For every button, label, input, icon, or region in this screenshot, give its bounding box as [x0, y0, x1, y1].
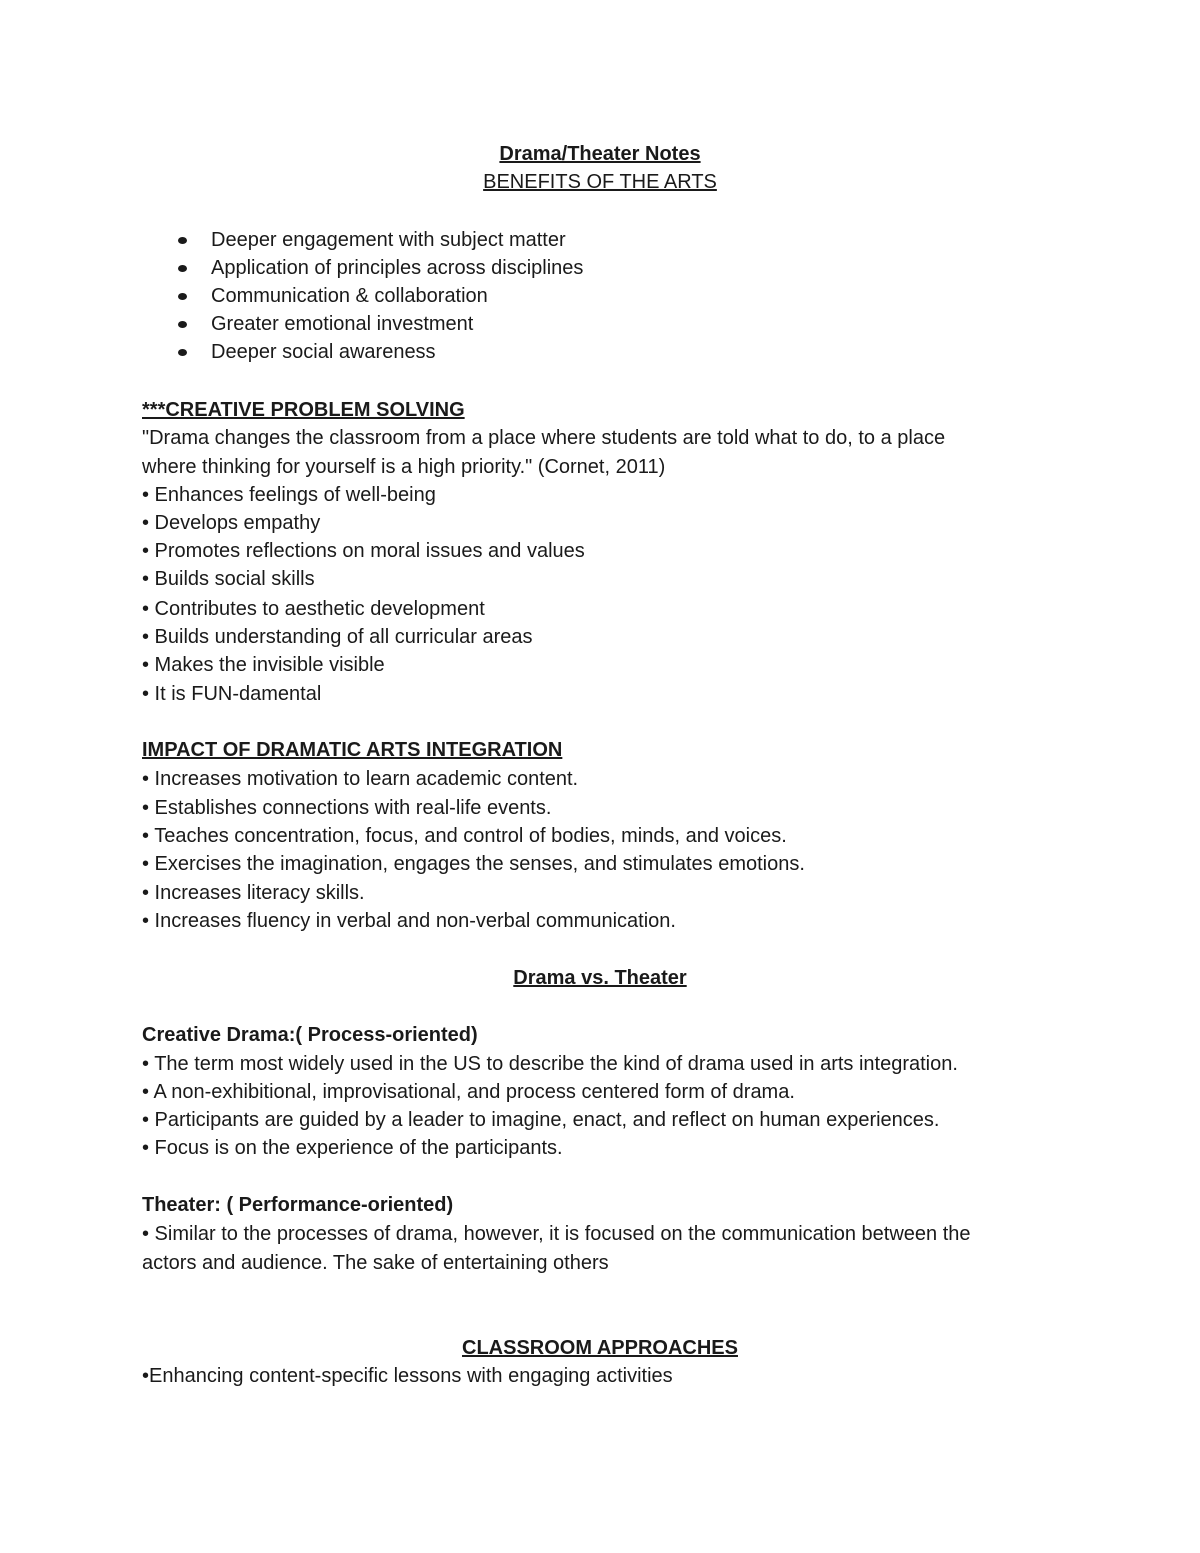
- list-item: • Makes the invisible visible: [142, 654, 385, 676]
- creative-drama-heading: Creative Drama:( Process-oriented): [142, 1024, 478, 1046]
- list-item: • Contributes to aesthetic development: [142, 598, 485, 620]
- creative-problem-solving-heading: ***CREATIVE PROBLEM SOLVING: [142, 399, 465, 421]
- theater-heading: Theater: ( Performance-oriented): [142, 1194, 454, 1216]
- list-item: • Builds understanding of all curricular areas: [142, 626, 533, 648]
- list-item: • Increases literacy skills.: [142, 882, 365, 904]
- list-item: • Builds social skills: [142, 568, 315, 590]
- list-item: • Participants are guided by a leader to imagine, enact, and reflect on human experiences.: [142, 1109, 940, 1131]
- document-title: Drama/Theater Notes: [499, 143, 701, 165]
- bullet-icon: [178, 265, 187, 272]
- benefits-heading: BENEFITS OF THE ARTS: [483, 171, 717, 193]
- bullet-icon: [178, 321, 187, 328]
- theater-description-line: actors and audience. The sake of entertaining others: [142, 1252, 609, 1274]
- theater-description-line: • Similar to the processes of drama, however, it is focused on the communication between the: [142, 1223, 971, 1245]
- list-item: • Teaches concentration, focus, and control of bodies, minds, and voices.: [142, 825, 787, 847]
- list-item: •Enhancing content-specific lessons with engaging activities: [142, 1365, 673, 1387]
- list-item: • Enhances feelings of well-being: [142, 484, 436, 506]
- bullet-icon: [178, 349, 187, 356]
- list-item: • Develops empathy: [142, 512, 321, 534]
- list-item: • Increases motivation to learn academic content.: [142, 768, 579, 790]
- list-item: • Promotes reflections on moral issues and values: [142, 540, 585, 562]
- bullet-icon: [178, 237, 187, 244]
- impact-heading: IMPACT OF DRAMATIC ARTS INTEGRATION: [142, 739, 563, 761]
- list-item: • A non-exhibitional, improvisational, and process centered form of drama.: [142, 1081, 795, 1103]
- quote-line: where thinking for yourself is a high priority." (Cornet, 2011): [142, 456, 666, 478]
- list-item: • Exercises the imagination, engages the senses, and stimulates emotions.: [142, 853, 805, 875]
- bullet-icon: [178, 293, 187, 300]
- list-item: • The term most widely used in the US to describe the kind of drama used in arts integration.: [142, 1053, 958, 1075]
- drama-vs-theater-heading: Drama vs. Theater: [513, 967, 687, 989]
- classroom-approaches-heading: CLASSROOM APPROACHES: [462, 1337, 738, 1359]
- list-item: • It is FUN-damental: [142, 683, 322, 705]
- list-item: • Increases fluency in verbal and non-verbal communication.: [142, 910, 676, 932]
- list-item: • Establishes connections with real-life events.: [142, 797, 552, 819]
- list-item: • Focus is on the experience of the participants.: [142, 1137, 563, 1159]
- quote-line: "Drama changes the classroom from a place where students are told what to do, to a place: [142, 427, 946, 449]
